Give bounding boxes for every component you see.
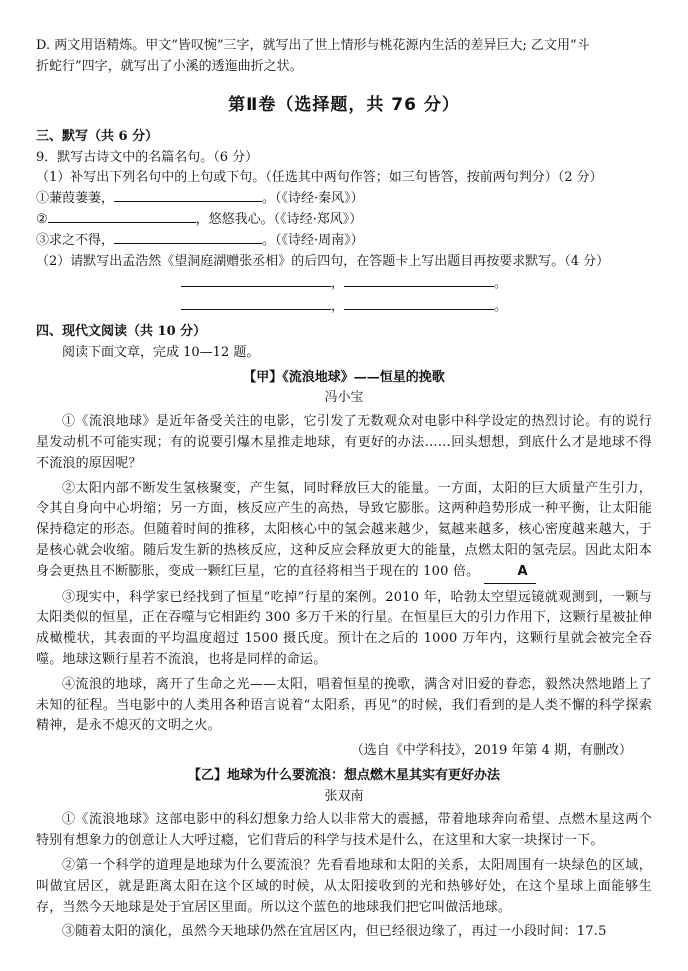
answer-blank-3[interactable]: [114, 231, 262, 244]
recite-period-1: 。: [494, 276, 508, 292]
poem-item-1-prefix: ①蒹葭萋萋，: [36, 191, 115, 207]
recite-blank-2[interactable]: [344, 274, 494, 287]
article-a-paragraph-2-text: ②太阳内部不断发生氢核聚变，产生氦，同时释放巨大的能量。一方面，太阳的巨大质量产生引力，令其自身向中心坍缩；另一方面，核反应产生的高热，导致它膨胀。这两种趋势形成一种平衡，让太阳能保持稳定的形态。但随着时间的推移，太阳核心中的氢会越来越少，氦越来越多，核心密度越来越大，于是核心就会收缩。随后发生新的热核反应，这种反应会释放更大的能量，点燃太阳的氢壳层。因此太阳本身会更热且不断膨胀，变成一颗红巨星，它的直径将相当于现在的 100 倍。: [36, 480, 652, 579]
option-d-line-1: D. 两文用语精炼。甲文“皆叹惋”三字，就写出了世上情形与桃花源内生活的差异巨大; 乙文用“斗: [36, 38, 590, 53]
article-a-title: 【甲】《流浪地球》——恒星的挽歌: [243, 369, 445, 385]
poem-item-2: [36, 210, 652, 231]
recite-blank-3[interactable]: [181, 297, 331, 310]
poem-item-2-prefix: ②: [36, 211, 48, 227]
answer-slot-a: A: [484, 562, 536, 584]
answer-blank-1[interactable]: [114, 189, 262, 202]
article-b-paragraph-3: ③随着太阳的演化，虽然今天地球仍然在宜居区内，但已经很边缘了，再过一小段时间：17.5: [62, 924, 607, 940]
poem-item-3-suffix: 。（《诗经·周南》）: [262, 232, 364, 248]
article-b-title: 【乙】地球为什么要流浪：想点燃木星其实有更好办法: [187, 767, 500, 783]
section-3-heading: 三、默写（共 6 分）: [36, 128, 159, 144]
recite-comma-1: ，: [330, 276, 344, 292]
section-4-instruction: 阅读下面文章，完成 10—12 题。: [62, 344, 260, 360]
article-a-paragraph-4: ④流浪的地球，离开了生命之光——太阳，唱着恒星的挽歌，满含对旧爱的眷恋，毅然决然地踏上了未知的征程。当电影中的人类用各种语言说着“太阳系，再见”的时候，我们看到的是人类不懈的科学探索精神，是永不熄灭的文明之火。: [36, 676, 652, 734]
volume-title: 第Ⅱ卷（选择题，共 76 分）: [228, 94, 460, 115]
recite-comma-2: ，: [330, 299, 344, 315]
recite-period-2: 。: [494, 299, 508, 315]
article-b-paragraph-1: ①《流浪地球》这部电影中的科幻想象力给人以非常大的震撼，带着地球奔向希望、点燃木星这两个特别有想象力的创意让人大呼过瘾，它们背后的科学与技术是什么，在这里和大家一块探讨一下。: [36, 812, 652, 849]
article-a-paragraph-3: ③现实中，科学家已经找到了恒星“吃掉”行星的案例。2010 年，哈勃太空望远镜就观测到，一颗与太阳类似的恒星，正在吞噬与它相距约 300 多万千米的行星。在恒星巨大的引力作用下，这颗行星被扯伸成橄榄状，其表面的平均温度超过 1500 摄氏度。预计在之后的 1000 万年内，这颗行星就会被完全吞噬。地球这颗行星若不流浪，也将是同样的命运。: [36, 589, 652, 667]
article-a-author: 冯小宝: [324, 390, 364, 406]
section-4-heading: 四、现代文阅读（共 10 分）: [36, 323, 207, 339]
recite-blank-4[interactable]: [344, 297, 494, 310]
recite-blank-1[interactable]: [181, 274, 331, 287]
option-d-line-2: 折蛇行”四字，就写出了小溪的透迤曲折之状。: [36, 58, 303, 74]
article-b-author: 张双南: [324, 788, 364, 804]
answer-blank-2[interactable]: [48, 210, 196, 223]
article-a-body: [36, 412, 652, 737]
article-a-paragraph-2: [36, 479, 652, 584]
article-a-source: （选自《中学科技》，2019 年第 4 期，有删改）: [350, 743, 632, 759]
article-b-body: [36, 810, 652, 943]
question-9-2: （2）请默写出孟浩然《望洞庭湖赠张丞相》的后四句，在答题卡上写出题目再按要求默写。（4 分）: [36, 253, 610, 269]
recite-row-2: [36, 297, 652, 318]
question-9: 9．默写古诗文中的名篇名句。（6 分）: [36, 149, 259, 165]
question-9-1: （1）补写出下列名句中的上句或下句。（任选其中两句作答；如三句皆答，按前两句判分）（2 分）: [36, 170, 603, 186]
article-b-paragraph-2: ②第一个科学的道理是地球为什么要流浪？先看看地球和太阳的关系，太阳周围有一块绿色的区域，叫做宜居区，就是距离太阳在这个区域的时候，从太阳接收到的光和热够好处，在这个星球上面能够生存，当然今天地球是处于宜居区里面。所以这个蓝色的地球我们把它叫做活地球。: [36, 858, 652, 915]
poem-item-1-suffix: 。（《诗经·秦风》）: [262, 191, 364, 207]
poem-item-3: [36, 231, 652, 252]
poem-item-3-prefix: ③求之不得，: [36, 232, 115, 248]
poem-item-1: [36, 189, 652, 210]
poem-item-2-suffix: ，悠悠我心。（《诗经·郑风》）: [195, 211, 363, 227]
article-a-paragraph-1: ①《流浪地球》是近年备受关注的电影，它引发了无数观众对电影中科学设定的热烈讨论。有的说行星发动机不可能实现；有的说要引爆木星推走地球，有更好的办法……回头想想，到底什么才是地球不得不流浪的原因呢？: [36, 414, 652, 471]
recite-row-1: [36, 274, 652, 295]
